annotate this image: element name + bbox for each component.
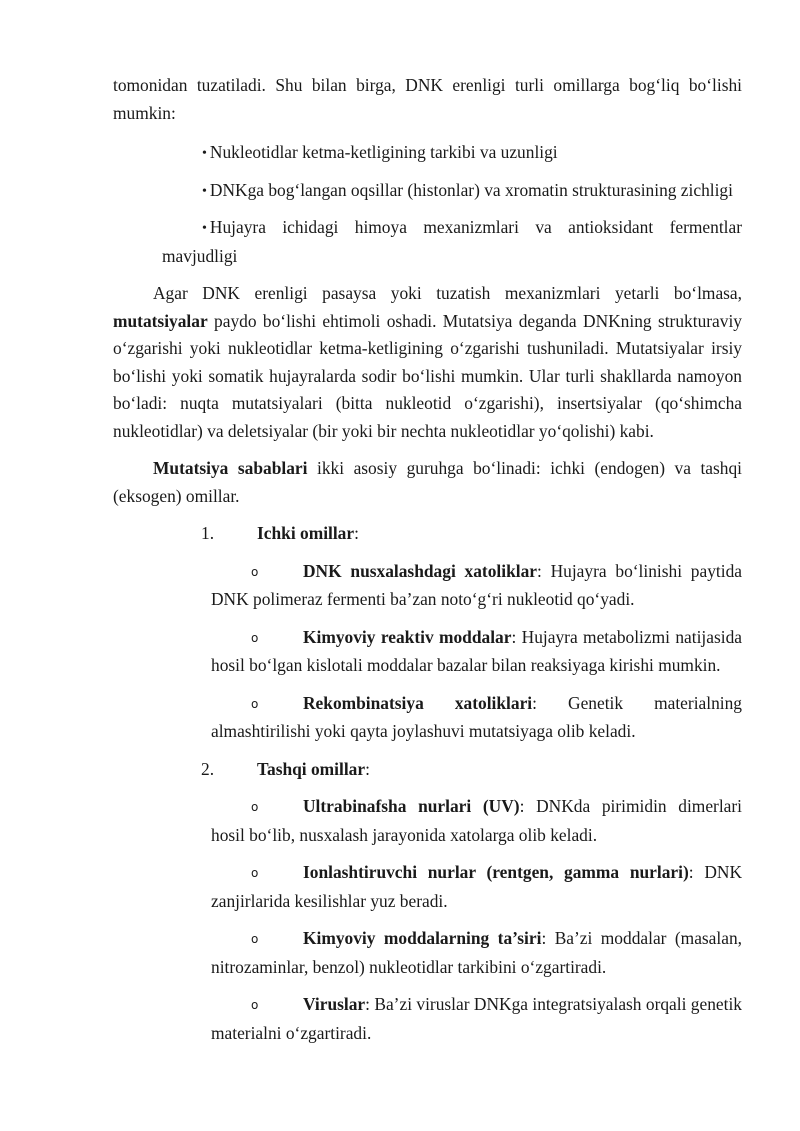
cause-item <box>211 690 742 746</box>
circle-bullet-icon: o <box>251 800 259 814</box>
cause-item <box>211 558 742 614</box>
group-heading-internal <box>201 520 742 548</box>
cause-term: Ultrabinafsha nurlari (UV) <box>303 796 520 816</box>
cause-term: Kimyoviy reaktiv moddalar <box>303 626 512 647</box>
circle-bullet-icon: o <box>251 564 259 579</box>
circle-bullet-icon: o <box>251 696 259 711</box>
intro-text: tomonidan tuzatiladi. Shu bilan birga, DNK erenligi turli omillarga bog‘liq bo‘lishi mumkin: <box>113 75 742 123</box>
bullet-icon: • <box>202 183 207 199</box>
colon: : <box>365 758 370 779</box>
cause-desc: : Ba’zi viruslar DNKga integratsiyalash orqali genetik materialni o‘zgartiradi. <box>211 994 742 1043</box>
mutation-paragraph <box>113 280 742 445</box>
factor-text: Hujayra ichidagi himoya mexanizmlari va antioksidant fermentlar mavjudligi <box>162 217 742 266</box>
cause-item <box>211 859 742 915</box>
bullet-icon: • <box>202 146 207 161</box>
factor-bullet-3 <box>162 214 742 270</box>
factor-bullet-2 <box>162 177 742 206</box>
causes-paragraph <box>113 455 742 510</box>
circle-bullet-icon: o <box>251 630 259 645</box>
cause-term: Viruslar <box>303 994 366 1014</box>
cause-desc: : Ba’zi moddalar (masalan, nitrozaminlar, benzol) nukleotidlar tarkibini o‘zgartiradi. <box>211 928 742 977</box>
group-title: Ichki omillar <box>257 523 355 543</box>
mutation-term: mutatsiyalar <box>113 310 208 331</box>
group-title: Tashqi omillar <box>257 758 366 779</box>
cause-term: Ionlashtiruvchi nurlar (rentgen, gamma nurlari) <box>303 862 689 882</box>
colon: : <box>354 523 359 543</box>
cause-item <box>211 624 742 680</box>
causes-term: Mutatsiya sabablari <box>153 458 308 478</box>
cause-desc: : Hujayra metabolizmi natijasida hosil bo‘lgan kislotali moddalar bazalar bilan reaksiyaga kirishi mumkin. <box>211 626 742 675</box>
cause-item <box>211 793 742 849</box>
circle-bullet-icon: o <box>251 998 259 1012</box>
cause-term: Rekombinatsiya xatoliklari <box>303 692 533 713</box>
factor-bullet-1 <box>162 139 742 168</box>
cause-desc: : Hujayra bo‘linishi paytida DNK polimeraz fermenti ba’zan noto‘g‘ri nukleotid qo‘yadi. <box>211 560 742 609</box>
cause-item <box>211 925 742 981</box>
cause-desc: : Genetik materialning almashtirilishi yoki qayta joylashuvi mutatsiyaga olib keladi. <box>211 692 742 741</box>
group-heading-external <box>201 756 742 784</box>
circle-bullet-icon: o <box>251 932 259 946</box>
cause-desc: : DNK zanjirlarida kesilishlar yuz beradi. <box>211 862 743 911</box>
causes-text: ikki asosiy guruhga bo‘linadi: ichki (endogen) va tashqi (eksogen) omillar. <box>113 458 743 506</box>
bullet-icon: • <box>202 221 207 236</box>
cause-term: Kimyoviy moddalarning ta’siri <box>303 928 542 948</box>
cause-item <box>211 991 742 1047</box>
cause-desc: : DNKda pirimidin dimerlari hosil bo‘lib, nusxalash jarayonida xatolarga olib keladi. <box>211 796 743 845</box>
factor-text: Nukleotidlar ketma-ketligining tarkibi va uzunligi <box>209 142 558 162</box>
group-number: 2. <box>201 758 215 779</box>
group-number: 1. <box>201 523 215 543</box>
body-text <box>113 72 742 1047</box>
cause-term: DNK nusxalashdagi xatoliklar <box>303 560 537 581</box>
mutation-text-post: paydo bo‘lishi ehtimoli oshadi. Mutatsiya deganda DNKning strukturaviy o‘zgarishi yoki nukleotidlar ketma-ketligining o‘zgarishi tushuniladi. Mutatsiyalar irsiy bo‘lishi yoki somatik hujayralarda sodir bo‘lishi mumkin. Ular turli shakllarda namoyon bo‘ladi: nuqta mutatsiyalari (bitta nukleotid o‘zgarishi), insertsiyalar (qo‘shimcha nukleotidlar) va deletsiyalar (bir yoki bir nechta nukleotidlar yo‘qolishi) kabi. <box>113 310 742 441</box>
circle-bullet-icon: o <box>251 866 259 880</box>
intro-paragraph <box>113 72 742 127</box>
factor-text: DNKga bog‘langan oqsillar (histonlar) va xromatin strukturasining zichligi <box>209 179 733 200</box>
mutation-text-pre: Agar DNK erenligi pasaysa yoki tuzatish mexanizmlari yetarli bo‘lmasa, <box>153 283 742 303</box>
